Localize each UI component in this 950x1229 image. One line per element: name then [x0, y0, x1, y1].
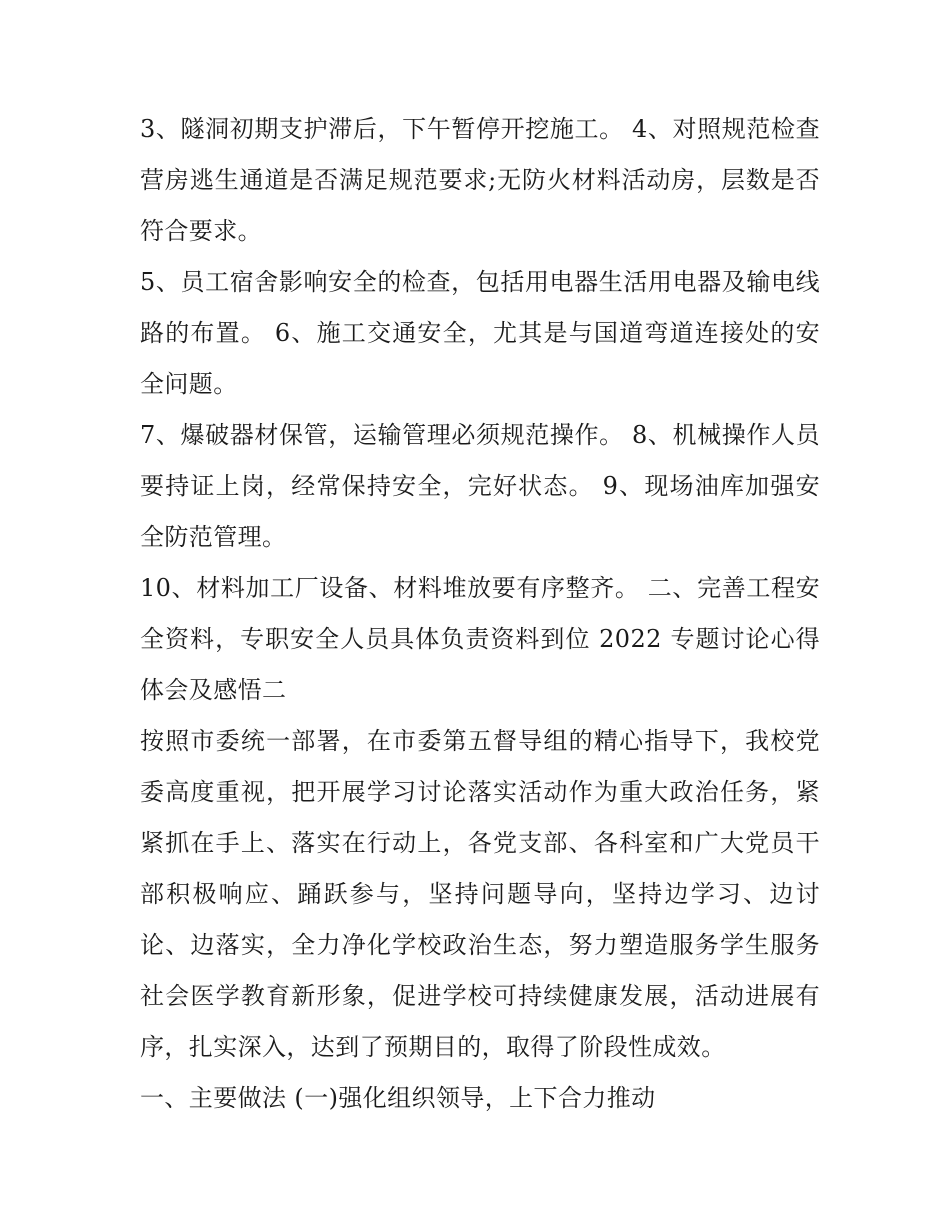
paragraph-safety-items-3-4: 3、隧洞初期支护滞后，下午暂停开挖施工。 4、对照规范检查营房逃生通道是否满足规范要求;无防火材料活动房，层数是否符合要求。	[140, 115, 820, 245]
section-heading-main-practices: 一、主要做法 (一)强化组织领导，上下合力推动	[140, 1084, 656, 1112]
paragraph-safety-item-10-and-section-2: 10、材料加工厂设备、材料堆放要有序整齐。 二、完善工程安全资料，专职安全人员具体负责资料到位 2022 专题讨论心得体会及感悟二	[140, 574, 820, 704]
paragraph-safety-items-7-9: 7、爆破器材保管，运输管理必须规范操作。 8、机械操作人员要持证上岗，经常保持安全，完好状态。 9、现场油库加强安全防范管理。	[140, 421, 820, 551]
paragraph-study-discussion-summary: 按照市委统一部署，在市委第五督导组的精心指导下，我校党委高度重视，把开展学习讨论落实活动作为重大政治任务，紧紧抓在手上、落实在行动上，各党支部、各科室和广大党员干部积极响应、踊跃参与，坚持问题导向，坚持边学习、边讨论、边落实，全力净化学校政治生态，努力塑造服务学生服务社会医学教育新形象，促进学校可持续健康发展，活动进展有序，扎实深入，达到了预期目的，取得了阶段性成效。	[140, 727, 820, 1061]
document-body	[140, 104, 820, 1124]
paragraph-safety-items-5-6: 5、员工宿舍影响安全的检查，包括用电器生活用电器及输电线路的布置。 6、施工交通安全，尤其是与国道弯道连接处的安全问题。	[140, 268, 820, 398]
